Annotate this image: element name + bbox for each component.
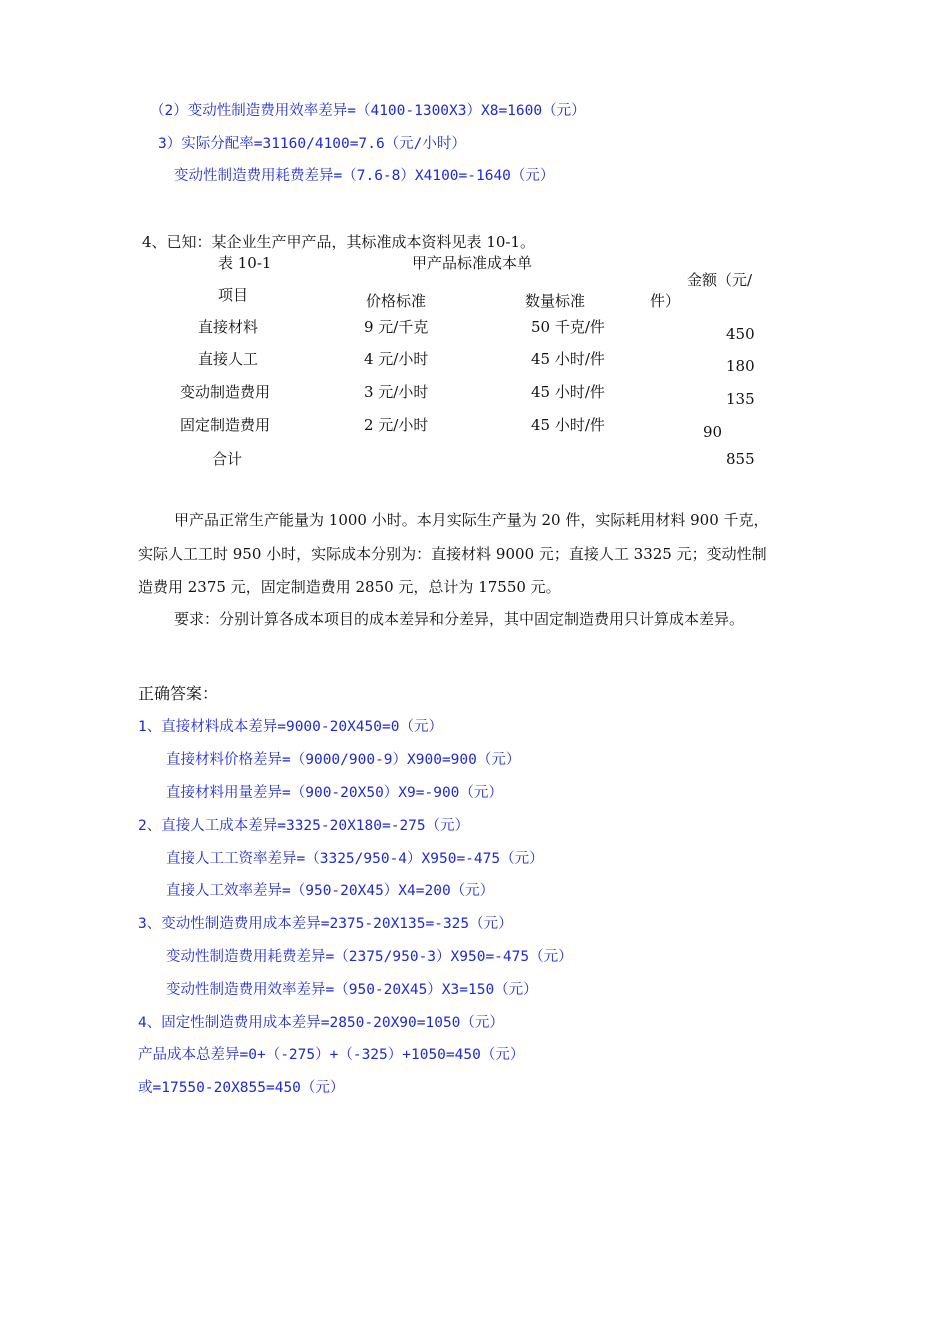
top-line-3: 变动性制造费用耗费差异=（7.6-8）X4100=-1640（元） (174, 168, 555, 184)
row-price: 4 元/小时 (364, 350, 429, 368)
table-title: 甲产品标准成本单 (412, 254, 533, 272)
answer-line: 直接材料价格差异=（9000/900-9）X900=900（元） (166, 752, 521, 768)
row-price: 3 元/小时 (364, 383, 429, 401)
row-amount: 180 (726, 357, 755, 375)
row-quantity: 45 小时/件 (531, 416, 605, 434)
top-line-1: （2）变动性制造费用效率差异=（4100-1300X3）X8=1600（元） (150, 103, 586, 119)
answer-line: 产品成本总差异=0+（-275）+（-325）+1050=450（元） (138, 1047, 525, 1063)
answer-line: 3、变动性制造费用成本差异=2375-20X135=-325（元） (138, 916, 513, 932)
row-quantity: 50 千克/件 (531, 318, 605, 336)
header-price: 价格标准 (366, 292, 427, 310)
table-label: 表 10-1 (218, 254, 272, 272)
answer-line: 变动性制造费用效率差异=（950-20X45）X3=150（元） (166, 982, 538, 998)
requirement: 要求：分别计算各成本项目的成本差异和分差异，其中固定制造费用只计算成本差异。 (174, 610, 745, 628)
row-price: 9 元/千克 (364, 318, 429, 336)
header-amount-line1: 金额（元/ (687, 271, 753, 289)
answer-line: 直接材料用量差异=（900-20X50）X9=-900（元） (166, 785, 503, 801)
row-amount-total: 855 (726, 450, 755, 468)
row-amount: 90 (703, 423, 723, 441)
row-quantity: 45 小时/件 (531, 383, 605, 401)
top-line-2: 3）实际分配率=31160/4100=7.6（元/小时） (158, 136, 466, 152)
answer-line: 直接人工工资率差异=（3325/950-4）X950=-475（元） (166, 851, 544, 867)
row-item: 直接人工 (198, 350, 259, 368)
row-amount: 135 (726, 390, 755, 408)
header-item: 项目 (218, 286, 249, 304)
row-item: 变动制造费用 (180, 383, 271, 401)
row-item: 固定制造费用 (180, 416, 271, 434)
paragraph-line-3: 造费用 2375 元，固定制造费用 2850 元，总计为 17550 元。 (138, 578, 561, 596)
header-quantity: 数量标准 (525, 292, 586, 310)
header-amount-line2: 件） (650, 292, 681, 310)
answer-line: 2、直接人工成本差异=3325-20X180=-275（元） (138, 818, 470, 834)
answer-line: 4、固定性制造费用成本差异=2850-20X90=1050（元） (138, 1015, 504, 1031)
answer-line: 或=17550-20X855=450（元） (138, 1080, 345, 1096)
answer-line: 变动性制造费用耗费差异=（2375/950-3）X950=-475（元） (166, 949, 573, 965)
answer-line: 1、直接材料成本差异=9000-20X450=0（元） (138, 719, 443, 735)
row-price: 2 元/小时 (364, 416, 429, 434)
answer-heading: 正确答案： (138, 684, 219, 703)
row-item-total: 合计 (212, 450, 243, 468)
row-item: 直接材料 (198, 318, 259, 336)
paragraph-line-1: 甲产品正常生产能量为 1000 小时。本月实际生产量为 20 件，实际耗用材料 900 千克， (174, 511, 769, 529)
answer-line: 直接人工效率差异=（950-20X45）X4=200（元） (166, 883, 495, 899)
paragraph-line-2: 实际人工工时 950 小时，实际成本分别为：直接材料 9000 元；直接人工 3325 元；变动性制 (138, 545, 767, 563)
problem-intro: 4、已知：某企业生产甲产品，其标准成本资料见表 10-1。 (142, 233, 536, 251)
row-quantity: 45 小时/件 (531, 350, 605, 368)
row-amount: 450 (726, 325, 755, 343)
